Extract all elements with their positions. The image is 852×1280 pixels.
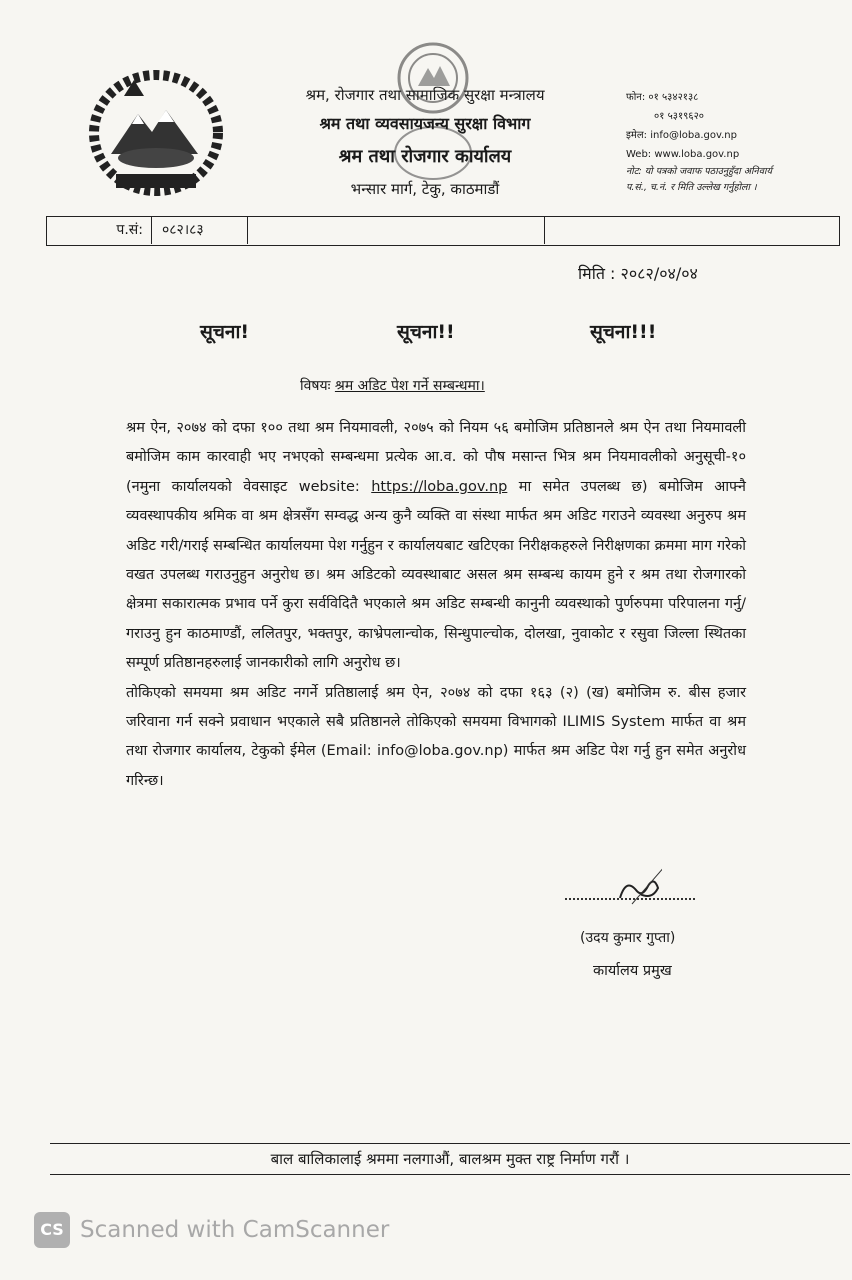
contact-block (626, 88, 846, 196)
body-paragraph-1 (126, 414, 746, 679)
signatory-name: (उदय कुमार गुप्ता) (580, 930, 676, 946)
letter-date: मिति : २०८२/०४/०४ (578, 264, 698, 283)
email-text: इमेल: info@loba.gov.np (626, 130, 737, 141)
footer-divider-bottom (50, 1174, 850, 1175)
body-paragraph-2: तोकिएको समयमा श्रम अडिट नगर्ने प्रतिष्ठालाई श्रम ऐन, २०७४ को दफा १६३ (२) (ख) बमोजिम रु. बीस हजार जरिवाना गर्न सक्ने प्रवाधान भएकाले सबै प्रतिष्ठानले तोकिएको समयमा विभागको ILIMIS System मार्फत वा श्रम तथा रोजगार कार्यालय, टेकुको ईमेल (Email: info@loba.gov.np) मार्फत श्रम अडिट पेश गर्नु हुन समेत अनुरोध गरिन्छ। (126, 684, 746, 789)
reference-box (46, 216, 840, 246)
notice-heading-1: सूचना! (200, 321, 250, 343)
note-line-2: प.सं., च.नं. र मिति उल्लेख गर्नुहोला । (626, 182, 757, 193)
web-text: Web: www.loba.gov.np (626, 149, 740, 160)
ministry-header (240, 88, 610, 197)
ministry-line: श्रम, रोजगार तथा सामाजिक सुरक्षा मन्त्रालय (305, 86, 545, 104)
reference-empty-cell (248, 217, 545, 244)
phone-1: फोन: ०१ ५३४२१३८ (626, 92, 699, 103)
subject-text: श्रम अडिट पेश गर्ने सम्बन्धमा। (334, 378, 485, 394)
subject-line (300, 376, 485, 395)
camscanner-logo-icon: CS (34, 1212, 70, 1248)
camscanner-text: Scanned with CamScanner (80, 1217, 390, 1243)
department-line: श्रम तथा व्यवसायजन्य सुरक्षा विभाग (319, 114, 531, 133)
body-text: मा समेत उपलब्ध छ) बमोजिम आफ्नै व्यवस्थापकीय श्रमिक वा श्रम क्षेत्रसँग सम्वद्ध अन्य कुनै व्यक्ति वा संस्था मार्फत श्रम अडिट गराउने व्यवस्था अनुरुप श्रम अडिट गरी/गराई सम्बन्धित कार्यालयमा पेश गर्नुहुन र कार्यालयबाट खटिएका निरीक्षकहरुले निरीक्षणका क्रममा माग गरेको वखत उपलब्ध गराउनुहुन अनुरोध छ। श्रम अडिटको व्यवस्थाबाट असल श्रम सम्बन्ध कायम हुने र श्रम तथा रोजगारको क्षेत्रमा सकारात्मक प्रभाव पर्ने कुरा सर्वविदितै भएकाले श्रम अडिट सम्बन्धी कानुनी व्यवस्थाको पुर्णरुपमा परिपालना गर्नु/गराउनु हुन काठमाण्डौं, ललितपुर, भक्तपुर, काभ्रेपलान्चोक, सिन्धुपाल्चोक, दोलखा, नुवाकोट र रसुवा जिल्ला स्थितका सम्पूर्ण प्रतिष्ठानहरुलाई जानकारीको लागि अनुरोध छ। (126, 478, 746, 672)
phone-2: ०१ ५३१९६२० (654, 111, 704, 122)
website-link[interactable]: https://loba.gov.np (371, 478, 508, 495)
subject-prefix: विषयः (300, 378, 331, 394)
footer-divider-top (50, 1143, 850, 1144)
signature-mark-icon (612, 868, 662, 908)
reference-label: प.सं: (47, 217, 152, 244)
letter-body (126, 414, 746, 796)
signatory-title: कार्यालय प्रमुख (593, 963, 672, 979)
reference-number: ०८२।८३ (152, 217, 248, 244)
note-line-1: नोट: यो पत्रको जवाफ पठाउनुहुँदा अनिवार्य (626, 166, 772, 177)
notice-heading-2: सूचना!! (397, 321, 455, 343)
notice-heading-3: सूचना!!! (590, 321, 657, 343)
footer-slogan: बाल बालिकालाई श्रममा नलगाऔं, बालश्रम मुक्त राष्ट्र निर्माण गरौं । (270, 1150, 630, 1168)
address-line: भन्सार मार्ग, टेकु, काठमाडौं (350, 180, 500, 198)
camscanner-watermark (34, 1212, 389, 1248)
signature-line (565, 898, 695, 900)
office-line: श्रम तथा रोजगार कार्यालय (338, 146, 512, 167)
nepal-emblem-icon (86, 66, 226, 200)
body-text: श्रम ऐन, २०७४ को दफा १०० तथा श्रम नियमावली, २०७५ को नियम ५६ बमोजिम प्रतिष्ठानले श्रम ऐन तथा नियमावली बमोजिम काम कारवाही भए नभएको सम्बन्धमा प्रत्येक आ.व. को पौष मसान्त भित्र श्रम नियमावलीको अनुसूची-१० (नमुना कार्यालयको वेवसाइट website: (126, 420, 746, 495)
